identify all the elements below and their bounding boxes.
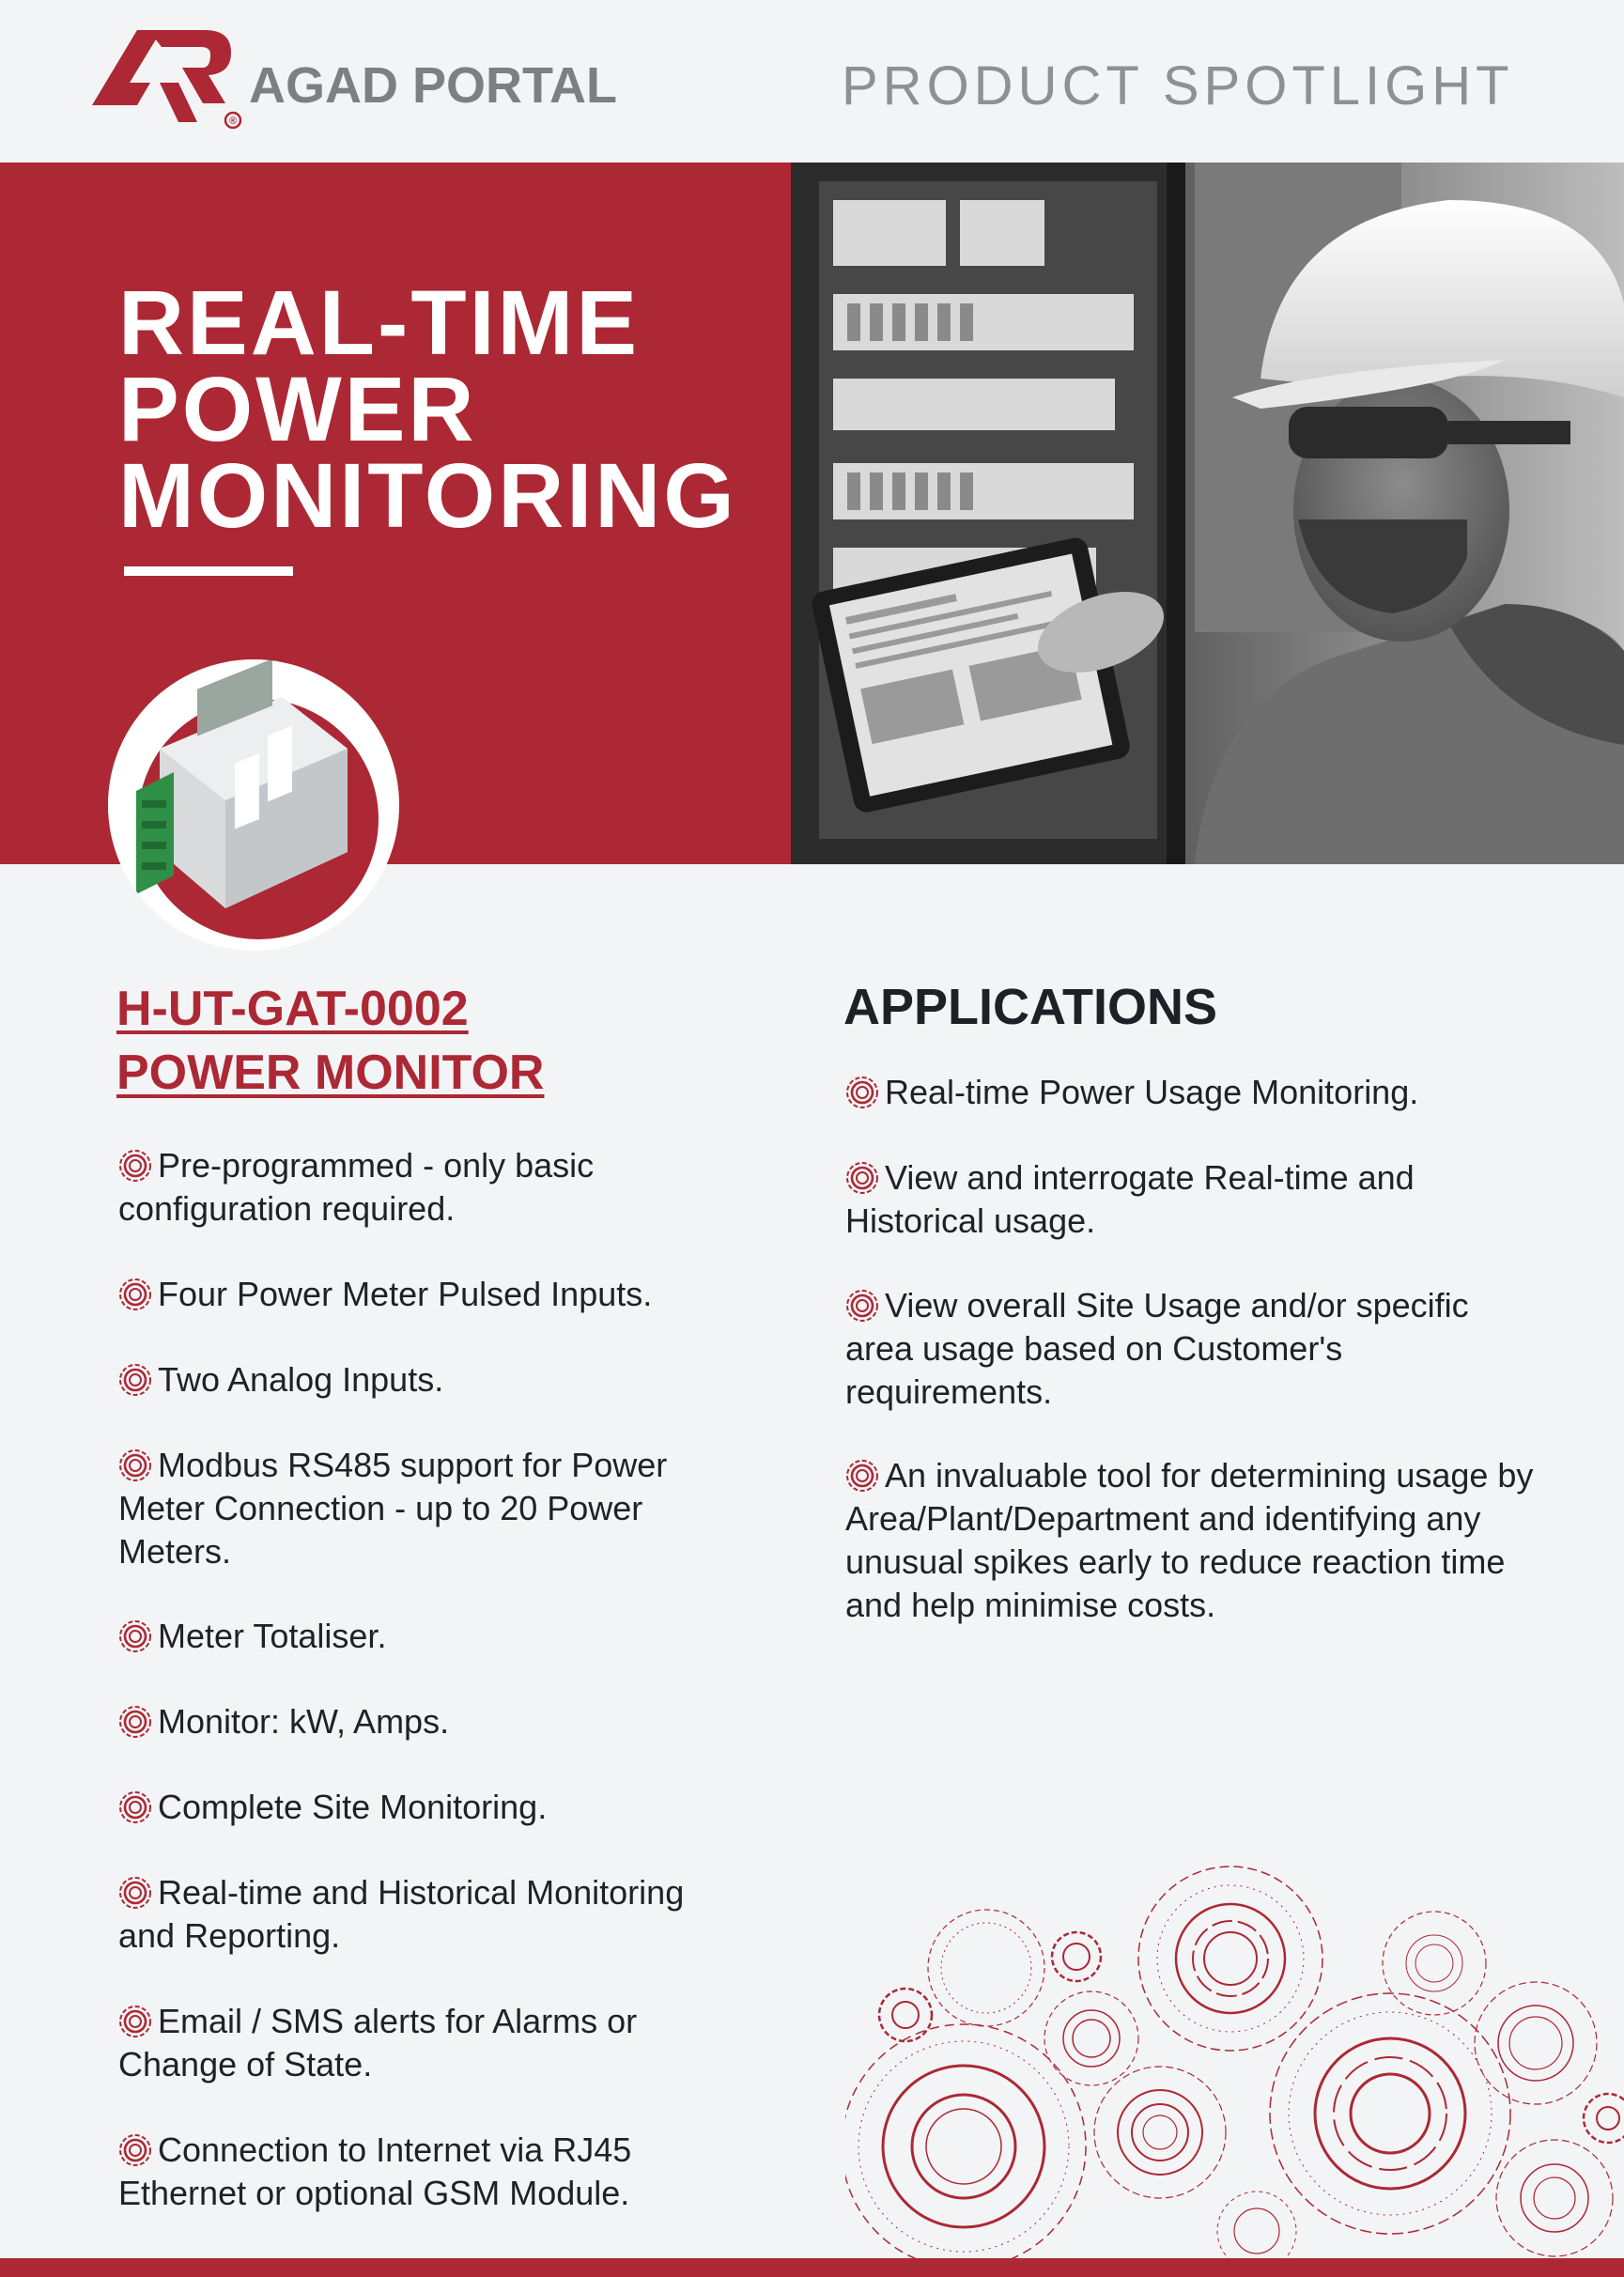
target-ring-icon [118, 1705, 158, 1739]
product-spotlight-heading: PRODUCT SPOTLIGHT [842, 55, 1514, 116]
product-title [116, 977, 544, 1105]
feature-item: Real-time and Historical Monitoring and Reporting. [118, 1873, 685, 1955]
gears-icon [845, 1865, 1624, 2258]
feature-item: Meter Totaliser. [118, 1615, 738, 1658]
feature-item: Four Power Meter Pulsed Inputs. [118, 1273, 738, 1316]
target-ring-icon [118, 1876, 158, 1910]
hero-title [118, 271, 737, 547]
agad-logo-icon [92, 28, 250, 133]
hero-title-line-1: REAL-TIME [118, 271, 641, 374]
technician-photo [791, 163, 1624, 864]
applications-heading: APPLICATIONS [843, 979, 1218, 1035]
target-ring-icon [118, 1149, 158, 1183]
target-ring-icon [845, 1289, 885, 1323]
target-ring-icon [845, 1459, 885, 1493]
feature-item: Complete Site Monitoring. [118, 1786, 738, 1829]
target-ring-icon [118, 2005, 158, 2038]
feature-item: Two Analog Inputs. [118, 1358, 738, 1402]
feature-item: Monitor: kW, Amps. [118, 1700, 738, 1743]
hero-title-line-2: POWER [118, 358, 477, 460]
product-code: H-UT-GAT-0002 [116, 982, 469, 1036]
footer-bar [0, 2258, 1624, 2277]
application-item: Real-time Power Usage Monitoring. [845, 1071, 1540, 1114]
target-ring-icon [845, 1076, 885, 1109]
feature-item: Pre-programmed - only basic configuration required. [118, 1146, 595, 1228]
application-item: An invaluable tool for determining usage by Area/Plant/Department and identifying any unusual spikes early to reduce reaction time and help minimise costs. [845, 1456, 1534, 1624]
application-item: View overall Site Usage and/or specific area usage based on Customer's requirements. [845, 1286, 1469, 1411]
hero-title-line-3: MONITORING [118, 444, 737, 547]
power-monitor-device-image [108, 659, 399, 951]
target-ring-icon [118, 1619, 158, 1653]
feature-item: Connection to Internet via RJ45 Ethernet or optional GSM Module. [118, 2130, 632, 2212]
hero-underline [124, 566, 293, 576]
feature-item: Modbus RS485 support for Power Meter Connection - up to 20 Power Meters. [118, 1446, 668, 1571]
brand-name: AGAD PORTAL [249, 57, 617, 114]
application-item: View and interrogate Real-time and Historical usage. [845, 1158, 1415, 1240]
registered-mark: ® [228, 116, 238, 127]
target-ring-icon [118, 1278, 158, 1311]
product-name: POWER MONITOR [116, 1046, 545, 1100]
target-ring-icon [118, 1790, 158, 1824]
feature-item: Email / SMS alerts for Alarms or Change of State. [118, 2002, 638, 2083]
target-ring-icon [118, 1363, 158, 1397]
target-ring-icon [118, 2133, 158, 2167]
target-ring-icon [845, 1161, 885, 1195]
target-ring-icon [118, 1448, 158, 1482]
